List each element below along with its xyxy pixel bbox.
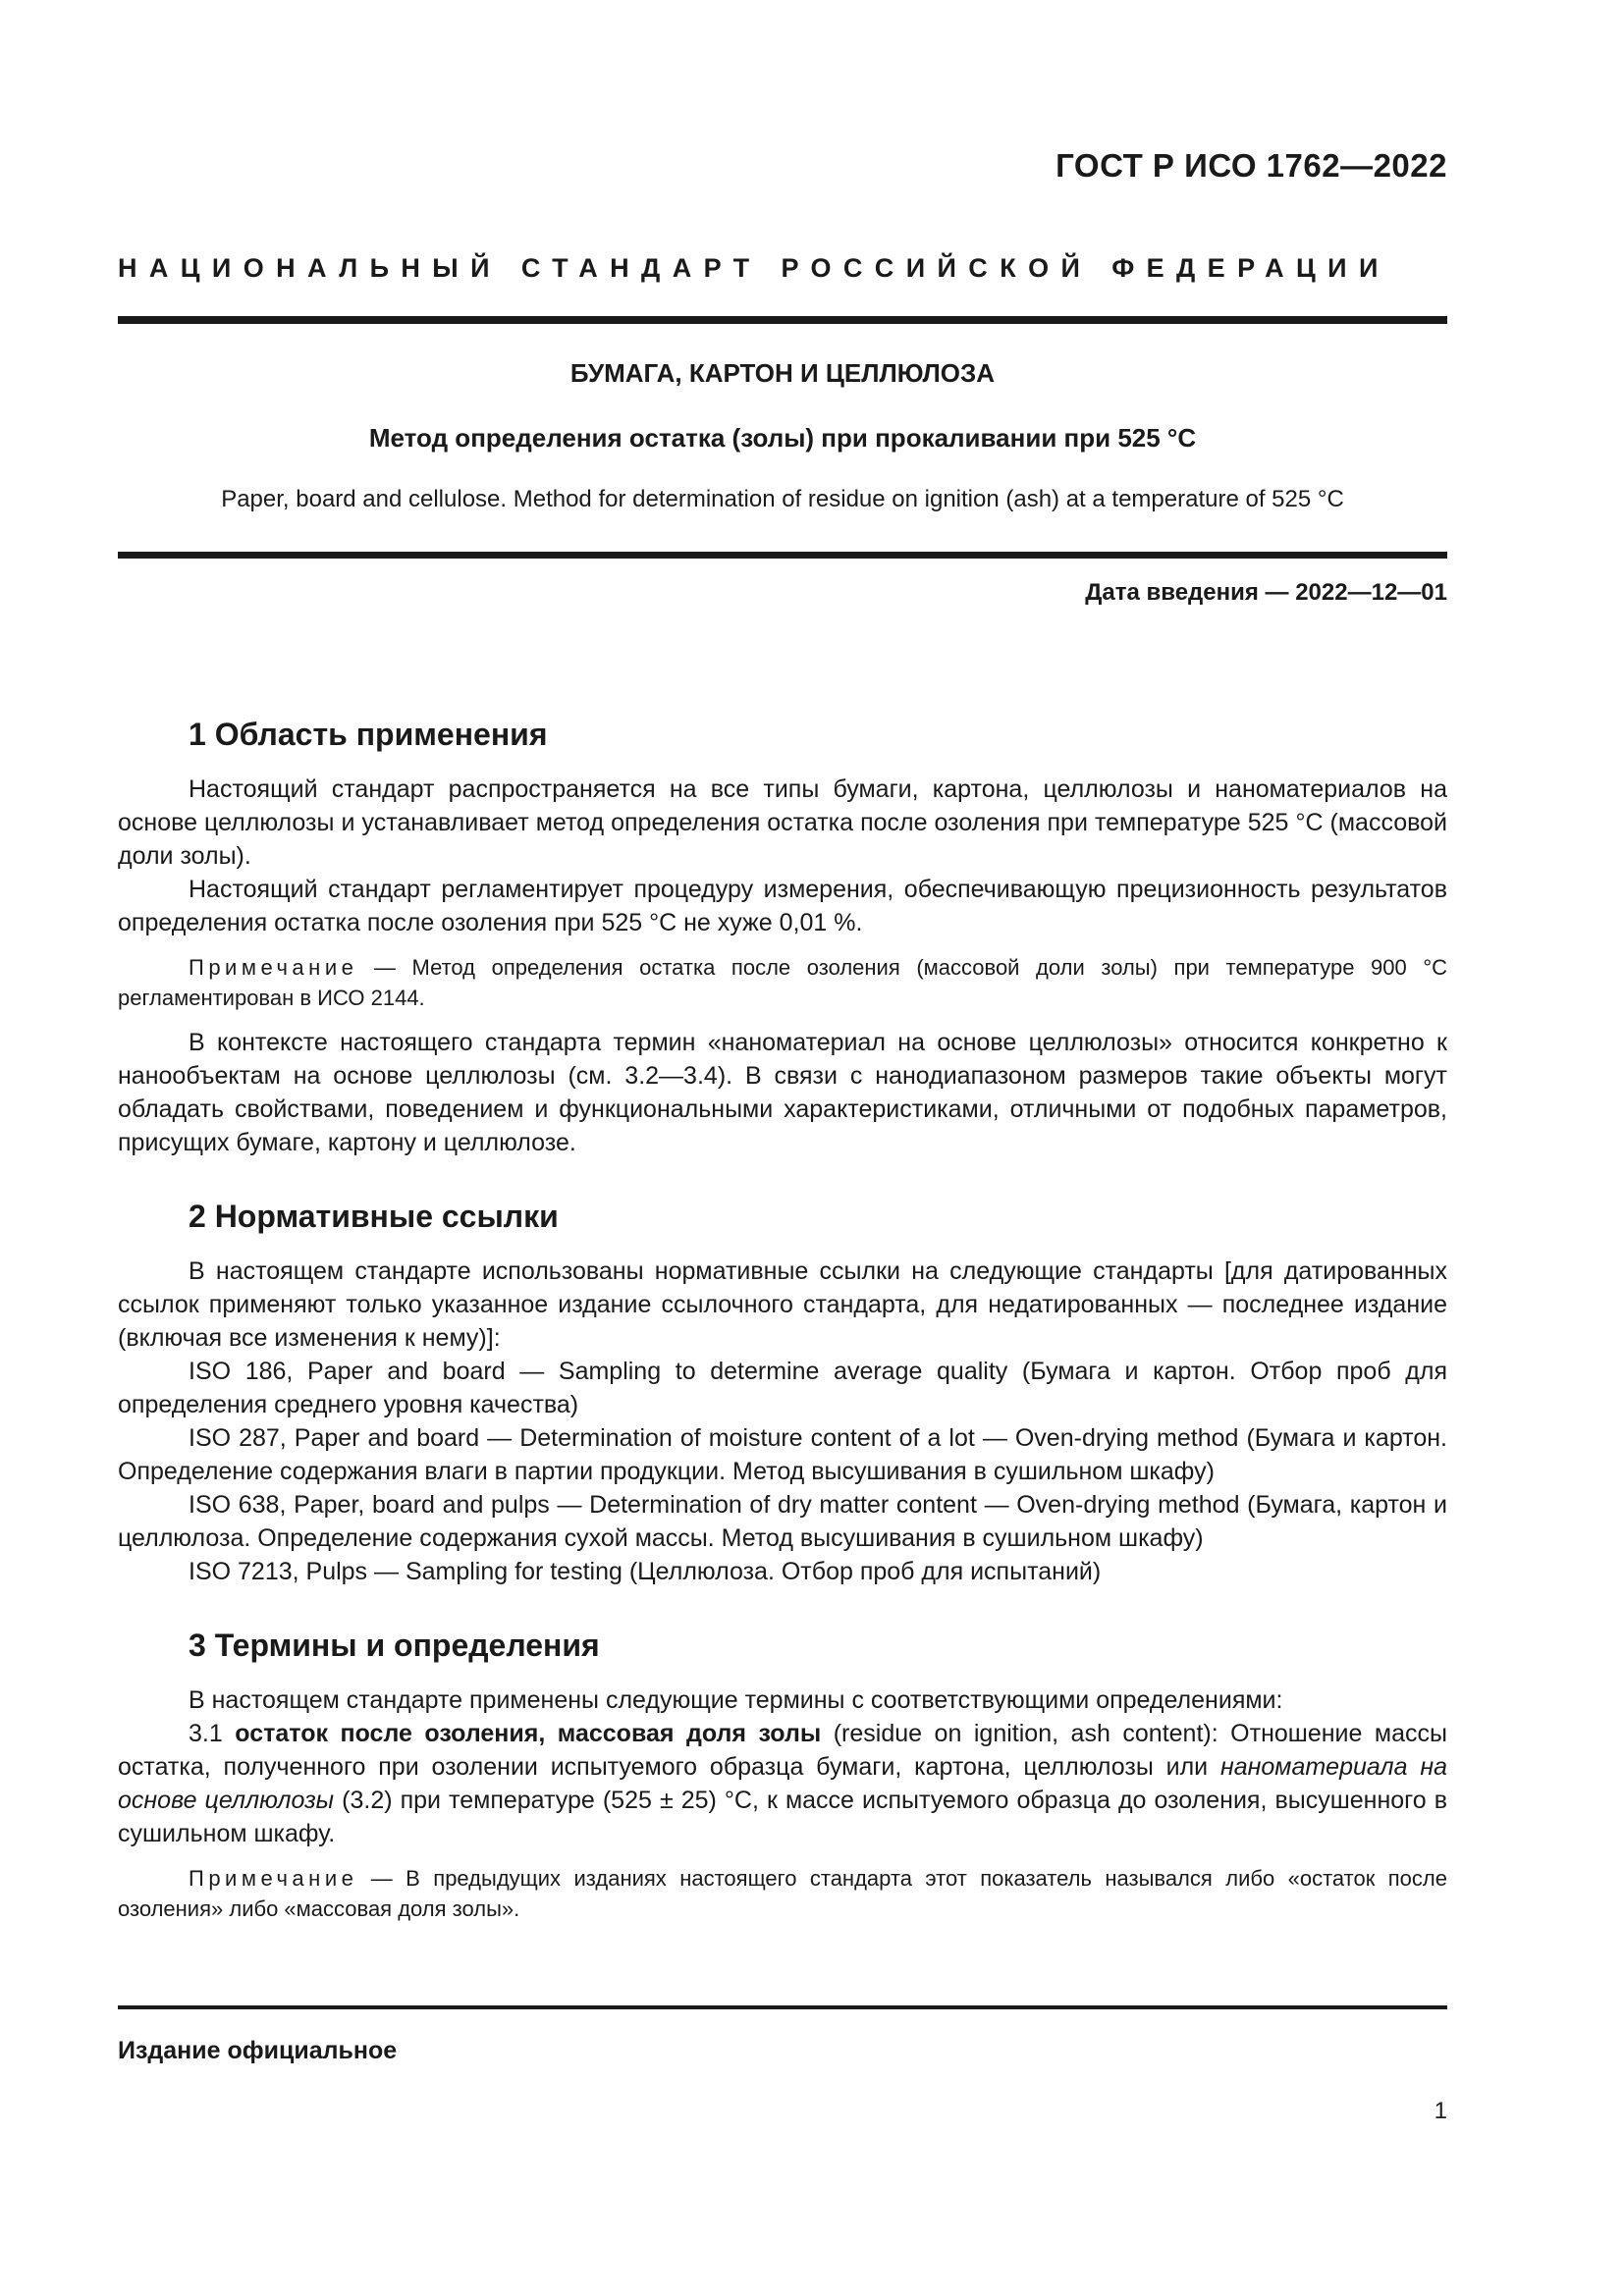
national-standard-banner: НАЦИОНАЛЬНЫЙ СТАНДАРТ РОССИЙСКОЙ ФЕДЕРАЦИИ (118, 253, 1390, 283)
term-definition-tail: (3.2) при температуре (525 ± 25) °С, к массе испытуемого образца до озоления, высушенного в сушильном шкафу. (118, 1787, 1447, 1847)
document-code: ГОСТ Р ИСО 1762—2022 (1056, 147, 1447, 184)
reference-item: ISO 287, Paper and board — Determination of moisture content of a lot — Oven-drying method (Бумага и картон. Определение содержания влаги в партии продукции. Метод высушивания в сушильном шкафу) (118, 1424, 1447, 1485)
note-label: Примечание (189, 1866, 358, 1891)
normative-references-list (118, 1355, 1447, 1588)
section-1-paragraph-1: Настоящий стандарт распространяется на все типы бумаги, картона, целлюлозы и наноматериалов на основе целлюлозы и устанавливает метод определения остатка после озоления при температуре 525 °С (массовой доли золы). (118, 775, 1447, 870)
section-2-intro: В настоящем стандарте использованы нормативные ссылки на следующие стандарты [для датированных ссылок применяют только указанное издание ссылочного стандарта, для недатированных — последнее издание (включая все изменения к нему)]: (118, 1257, 1447, 1352)
section-1-note (118, 952, 1447, 1013)
section-1-heading: 1 Область применения (189, 717, 548, 752)
section-3-heading: 3 Термины и определения (189, 1628, 600, 1663)
reference-item: ISO 7213, Pulps — Sampling for testing (Целлюлоза. Отбор проб для испытаний) (189, 1558, 1102, 1585)
section-1-paragraph-2: Настоящий стандарт регламентирует процедуру измерения, обеспечивающую прецизионность результатов определения остатка после озоления при 525 °С не хуже 0,01 %. (118, 876, 1447, 936)
document-title: БУМАГА, КАРТОН И ЦЕЛЛЮЛОЗА (569, 358, 996, 388)
document-subtitle: Метод определения остатка (золы) при прокаливании при 525 °С (368, 423, 1197, 453)
reference-item: ISO 186, Paper and board — Sampling to determine average quality (Бумага и картон. Отбор проб для определения среднего уровня качества) (118, 1358, 1447, 1418)
document-body (118, 717, 1447, 1924)
note-label: Примечание (189, 955, 358, 980)
note-text: — В предыдущих изданиях настоящего стандарта этот показатель назывался либо «остаток после озоления» либо «массовая доля золы». (118, 1866, 1447, 1921)
term-definition: (residue on ignition, ash content): Отношение массы остатка, полученного при озолении испытуемого образца бумаги, картона, целлюлозы или (118, 1720, 1447, 1781)
top-thick-rule (118, 316, 1447, 324)
section-3-note (118, 1863, 1447, 1924)
term-name: остаток после озоления, массовая доля золы (235, 1720, 822, 1747)
note-text: — Метод определения остатка после озоления (массовой доли золы) при температуре 900 °С регламентирован в ИСО 2144. (118, 955, 1447, 1010)
term-number: 3.1 (189, 1720, 223, 1747)
section-1-paragraph-3: В контексте настоящего стандарта термин «наноматериал на основе целлюлозы» относится конкретно к нанообъектам на основе целлюлозы (см. 3.2—3.4). В связи с нанодиапазоном размеров такие объекты могут обладать свойствами, поведением и функциональными характеристиками, отличными от подобных параметров, присущих бумаге, картону и целлюлозе. (118, 1029, 1447, 1156)
page-number: 1 (1434, 2098, 1447, 2124)
section-2-heading: 2 Нормативные ссылки (189, 1199, 559, 1234)
section-3-intro: В настоящем стандарте применены следующие термины с соответствующими определениями: (189, 1686, 1283, 1714)
term-3-1 (118, 1717, 1447, 1850)
title-bottom-rule (118, 552, 1447, 559)
date-of-introduction: Дата введения — 2022—12—01 (1085, 579, 1447, 606)
reference-item: ISO 638, Paper, board and pulps — Determination of dry matter content — Oven-drying method (Бумага, картон и целлюлоза. Определение содержания сухой массы. Метод высушивания в сушильном шкафу) (118, 1491, 1447, 1552)
document-title-english: Paper, board and cellulose. Method for determination of residue on ignition (ash) at a temperature of 525 °С (221, 486, 1344, 512)
term-reference: наноматериала на основе целлюлозы (118, 1753, 1447, 1814)
official-edition-label: Издание официальное (118, 2037, 398, 2064)
footer-rule (118, 2005, 1447, 2009)
